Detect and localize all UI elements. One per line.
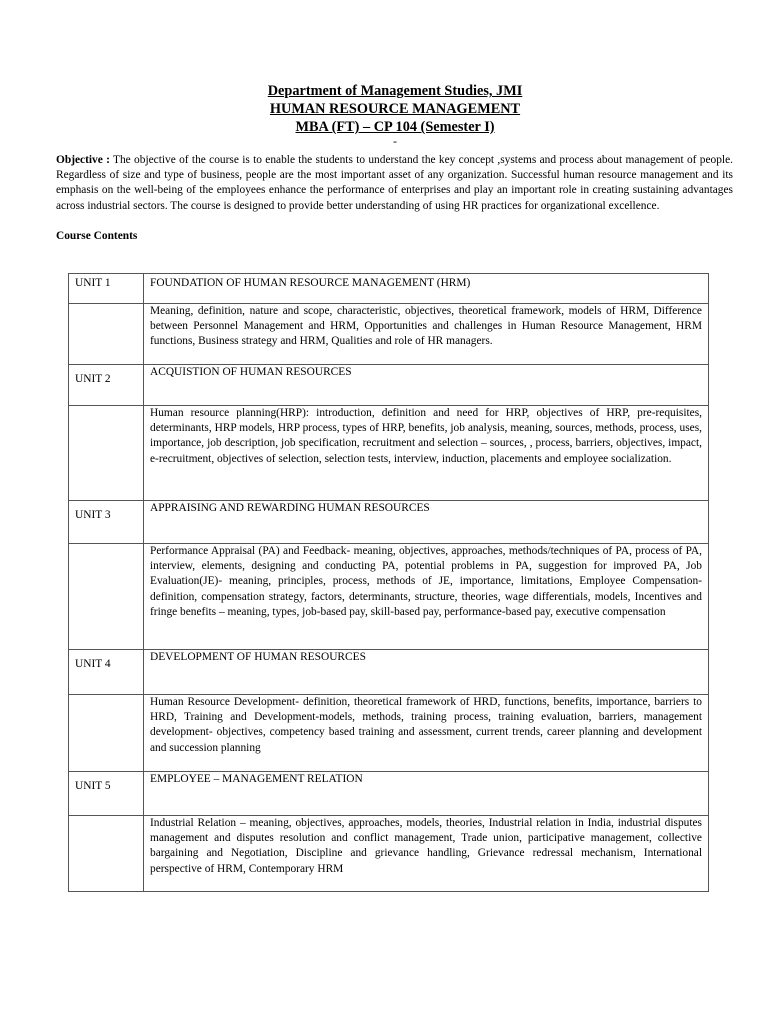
unit-description: Meaning, definition, nature and scope, characteristic, objectives, theoretical framework, models of HRM, Difference between Personnel Management and HRM, Opportunities and challenges in Human Resource Management, HRM functions, Business strategy and HRM, Qualities and role of HR managers. bbox=[144, 304, 709, 365]
empty-cell bbox=[69, 304, 144, 365]
unit-label: UNIT 2 bbox=[69, 365, 144, 406]
unit-desc-row-4 bbox=[69, 695, 709, 772]
unit-label: UNIT 3 bbox=[69, 501, 144, 544]
unit-title: ACQUISTION OF HUMAN RESOURCES bbox=[144, 365, 709, 406]
objective-paragraph bbox=[56, 153, 733, 214]
course-contents-heading: Course Contents bbox=[56, 230, 138, 242]
course-code: MBA (FT) – CP 104 (Semester I) bbox=[295, 119, 495, 135]
unit-desc-row-5 bbox=[69, 816, 709, 892]
unit-title: APPRAISING AND REWARDING HUMAN RESOURCES bbox=[144, 501, 709, 544]
unit-row-1 bbox=[69, 274, 709, 304]
unit-desc-row-2 bbox=[69, 406, 709, 501]
unit-row-3 bbox=[69, 501, 709, 544]
empty-cell bbox=[69, 406, 144, 501]
unit-desc-row-3 bbox=[69, 544, 709, 650]
unit-row-5 bbox=[69, 772, 709, 816]
unit-description: Human Resource Development- definition, theoretical framework of HRD, functions, benefits, importance, barriers to HRD, Training and Development-models, methods, training process, training evaluation, barriers, management development- objectives, competency based training and assessment, current trends, career planning and development and succession planning bbox=[144, 695, 709, 772]
empty-cell bbox=[69, 816, 144, 892]
objective-label: Objective : bbox=[56, 154, 110, 166]
unit-title: EMPLOYEE – MANAGEMENT RELATION bbox=[144, 772, 709, 816]
unit-desc-row-1 bbox=[69, 304, 709, 365]
unit-label: UNIT 4 bbox=[69, 650, 144, 695]
empty-cell bbox=[69, 695, 144, 772]
document-header bbox=[0, 82, 768, 136]
unit-title: DEVELOPMENT OF HUMAN RESOURCES bbox=[144, 650, 709, 695]
objective-text: The objective of the course is to enable the students to understand the key concept ,systems and process about management of people. Regardless of size and type of business, people are the most important asset of any organization. Successful human resource management and its emphasis on the well-being of the employees enhance the performance of enterprises and play an important role in creating sustaining advantages across industrial sectors. The course is designed to provide better understanding of using HR practices for organizational excellence. bbox=[56, 154, 733, 212]
unit-row-2 bbox=[69, 365, 709, 406]
unit-title: FOUNDATION OF HUMAN RESOURCE MANAGEMENT (HRM) bbox=[144, 274, 709, 304]
unit-description: Human resource planning(HRP): introduction, definition and need for HRP, objectives of HRP, pre-requisites, determinants, HRP models, HRP process, types of HRP, benefits, job analysis, meaning, sources, methods, process, uses, importance, job description, job specification, recruitment and selection – sources, , process, barriers, objectives, impact, e-recruitment, objectives of selection, selection tests, interview, induction, placements and employee socialization. bbox=[144, 406, 709, 501]
unit-label: UNIT 5 bbox=[69, 772, 144, 816]
units-table bbox=[68, 273, 709, 892]
unit-label: UNIT 1 bbox=[69, 274, 144, 304]
unit-row-4 bbox=[69, 650, 709, 695]
unit-description: Industrial Relation – meaning, objectives, approaches, models, theories, Industrial relation in India, industrial disputes management and disputes resolution and conflict management, Trade union, participative management, collective bargaining and Negotiation, Discipline and grievance handling, Grievance redressal mechanism, International perspective of HRM, Contemporary HRM bbox=[144, 816, 709, 892]
unit-description: Performance Appraisal (PA) and Feedback- meaning, objectives, approaches, methods/techniques of PA, process of PA, interview, elements, designing and conducting PA, potential problems in PA, suggestion for improved PA, Job Evaluation(JE)- meaning, principles, process, methods of JE, importance, limitations, Employee Compensation- definition, compensation strategy, factors, determinants, structure, theories, wage differentials, models, Incentives and fringe benefits – meaning, types, job-based pay, skill-based pay, performance-based pay, executive compensation bbox=[144, 544, 709, 650]
stray-dash: - bbox=[393, 134, 397, 148]
department-title: Department of Management Studies, JMI bbox=[267, 83, 523, 99]
empty-cell bbox=[69, 544, 144, 650]
course-title: HUMAN RESOURCE MANAGEMENT bbox=[269, 101, 521, 117]
